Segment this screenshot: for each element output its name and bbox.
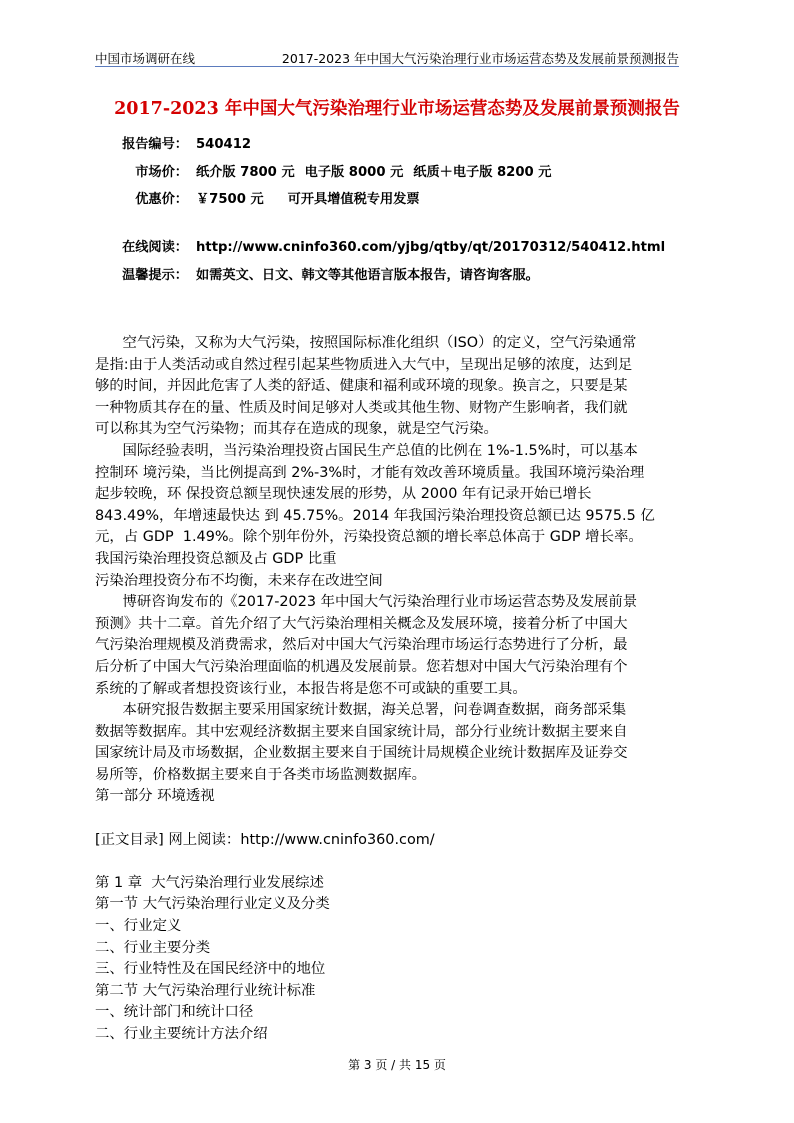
online-reading-link[interactable]: http://www.cninfo360.com/yjbg/qtby/qt/20170312/540412.html: [196, 240, 666, 255]
report-body: [95, 333, 685, 1046]
body-line: 可以称其为空气污染物；而其存在造成的现象，就是空气污染。: [95, 421, 498, 438]
body-line: 一、行业定义: [95, 918, 182, 935]
discount-row: [108, 188, 420, 207]
body-line: 够的时间，并因此危害了人类的舒适、健康和福利或环境的现象。换言之，只要是某: [95, 378, 628, 395]
body-line: 系统的了解或者想投资该行业，本报告将是您不可或缺的重要工具。: [95, 680, 527, 697]
tip-label: 温馨提示：: [122, 268, 188, 283]
price-row: [108, 161, 551, 180]
body-line: 本研究报告数据主要采用国家统计数据，海关总署，问卷调查数据，商务部采集: [95, 702, 627, 719]
body-line: 易所等，价格数据主要来自于各类市场监测数据库。: [95, 766, 426, 783]
body-line: [95, 851, 685, 873]
body-line: 后分析了中国大气污染治理面临的机遇及发展前景。您若想对中国大气污染治理有个: [95, 658, 628, 675]
body-line: 预测》共十二章。首先介绍了大气污染治理相关概念及发展环境，接着分析了中国大: [95, 615, 628, 632]
tip-text: 如需英文、日文、韩文等其他语言版本报告，请咨询客服。: [196, 268, 539, 283]
report-number-row: [108, 133, 251, 152]
header-left: 中国市场调研在线: [95, 51, 196, 66]
report-title: 2017-2023 年中国大气污染治理行业市场运营态势及发展前景预测报告: [114, 99, 680, 119]
body-line: 起步较晚，环 保投资总额呈现快速发展的形势，从 2000 年有记录开始已增长: [95, 486, 592, 503]
body-line: [正文目录] 网上阅读：http://www.cninfo360.com/: [95, 831, 435, 848]
body-line: 第 1 章 大气污染治理行业发展综述: [95, 874, 324, 891]
body-line: 二、行业主要统计方法介绍: [95, 1026, 268, 1042]
online-reading-row: [108, 236, 665, 255]
body-line: [95, 808, 685, 830]
discount-value: ￥7500 元: [196, 192, 264, 207]
body-line: 博研咨询发布的《2017-2023 年中国大气污染治理行业市场运营态势及发展前景: [95, 594, 638, 611]
body-line: 第一部分 环境透视: [95, 788, 215, 805]
body-line: 一、统计部门和统计口径: [95, 1004, 254, 1021]
body-line: 第二节 大气污染治理行业统计标准: [95, 982, 316, 999]
page-number: 第 3 页 / 共 15 页: [348, 1058, 446, 1072]
body-line: 是指:由于人类活动或自然过程引起某些物质进入大气中，呈现出足够的浓度，达到足: [95, 356, 633, 373]
body-line: 第一节 大气污染治理行业定义及分类: [95, 896, 330, 913]
report-number-value: 540412: [196, 137, 252, 152]
price-both: 纸质＋电子版 8200 元: [413, 165, 552, 180]
price-paper: 纸介版 7800 元: [196, 165, 295, 180]
online-reading-label: 在线阅读：: [122, 240, 188, 255]
body-line: 元，占 GDP 1.49%。除个别年份外，污染投资总额的增长率总体高于 GDP 增长率。: [95, 529, 643, 546]
page-header: [95, 49, 679, 67]
body-line: 国际经验表明，当污染治理投资占国民生产总值的比例在 1%-1.5%时，可以基本: [95, 442, 638, 459]
body-line: 气污染治理规模及消费需求，然后对中国大气污染治理市场运行态势进行了分析，最: [95, 637, 628, 654]
price-electronic: 电子版 8000 元: [304, 165, 404, 180]
body-line: 空气污染，又称为大气污染，按照国际标准化组织（ISO）的定义，空气污染通常: [95, 335, 637, 351]
body-line: 我国污染治理投资总额及占 GDP 比重: [95, 550, 337, 567]
tip-row: [108, 264, 539, 283]
invoice-note: 可开具增值税专用发票: [287, 192, 420, 207]
body-line: 污染治理投资分布不均衡，未来存在改进空间: [95, 572, 383, 589]
price-label: 市场价：: [135, 165, 188, 180]
body-line: 国家统计局及市场数据，企业数据主要来自于国统计局规模企业统计数据库及证券交: [95, 745, 628, 762]
report-number-label: 报告编号：: [122, 137, 188, 152]
header-divider: [95, 66, 679, 67]
header-right: 2017-2023 年中国大气污染治理行业市场运营态势及发展前景预测报告: [281, 51, 679, 66]
body-line: 数据等数据库。其中宏观经济数据主要来自国家统计局，部分行业统计数据主要来自: [95, 723, 628, 740]
discount-label: 优惠价：: [135, 192, 188, 207]
body-line: 控制环 境污染，当比例提高到 2%-3%时，才能有效改善环境质量。我国环境污染治理: [95, 464, 645, 481]
body-line: 三、行业特性及在国民经济中的地位: [95, 961, 326, 978]
body-line: 一种物质其存在的量、性质及时间足够对人类或其他生物、财物产生影响者，我们就: [95, 399, 628, 416]
body-line: 二、行业主要分类: [95, 939, 211, 956]
body-line: 843.49%，年增速最快达 到 45.75%。2014 年我国污染治理投资总额已达 9575.5 亿: [95, 507, 655, 524]
